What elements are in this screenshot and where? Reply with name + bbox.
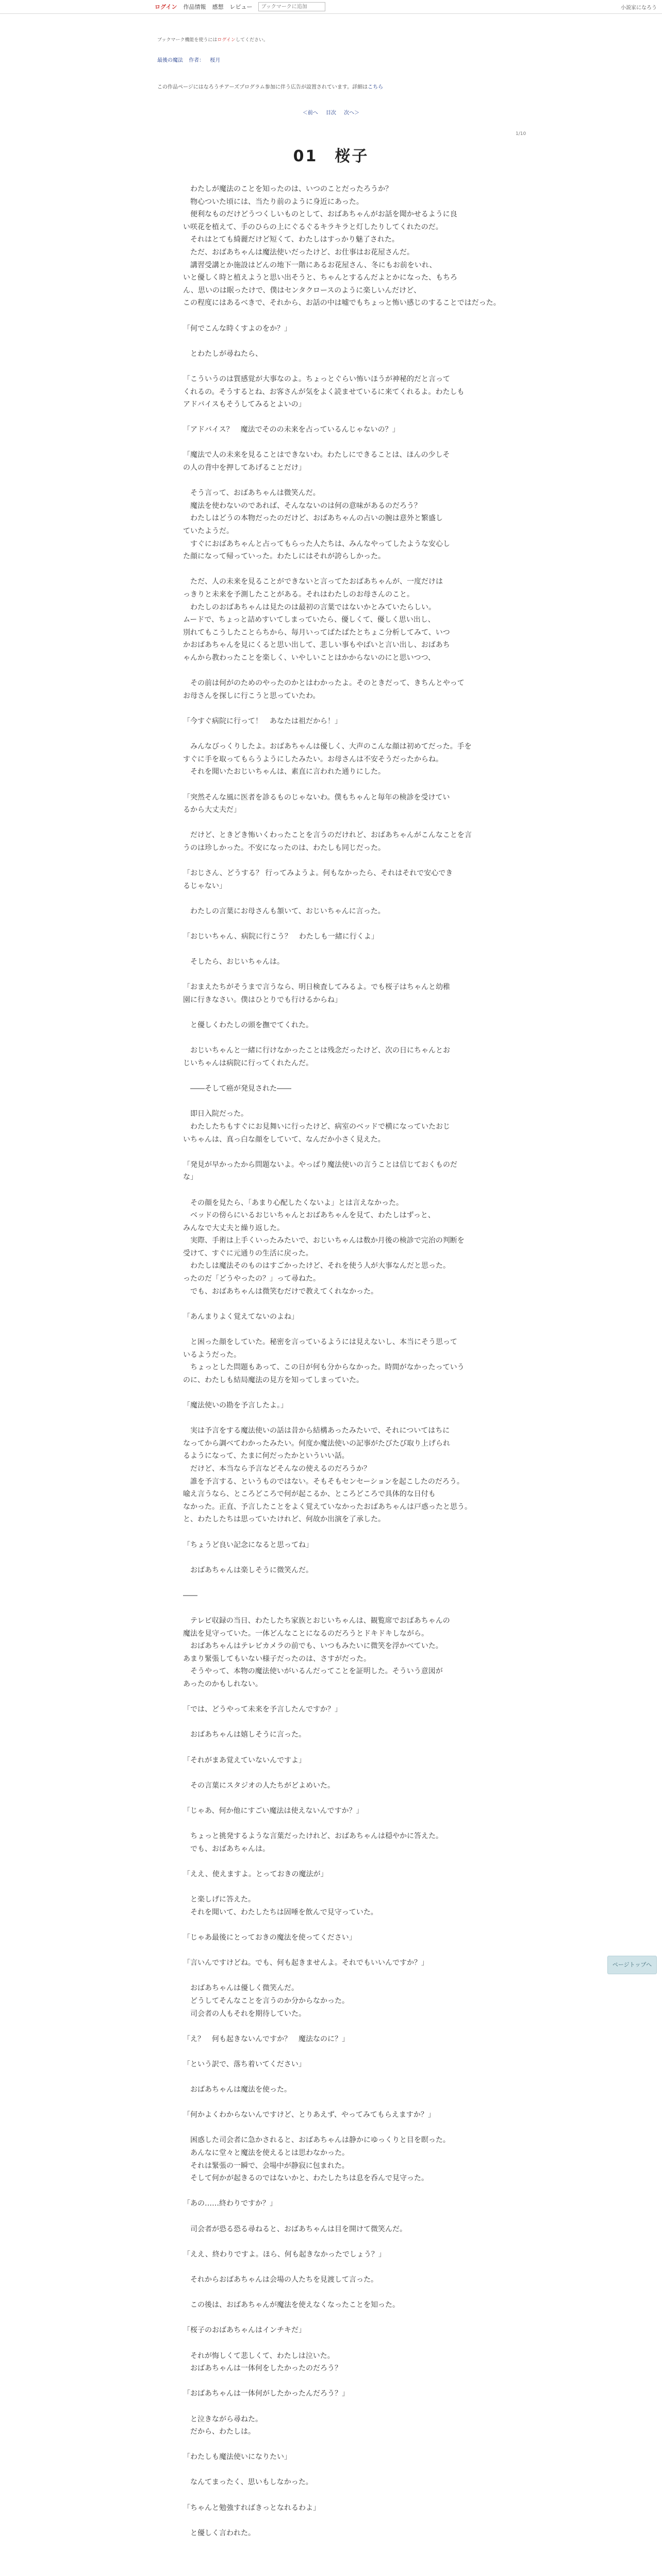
blank-line <box>183 2045 513 2058</box>
novel-line: と楽しげに答えた。 <box>183 1895 255 1904</box>
novel-line: ベッドの傍らにいるおじいちゃんとおばあちゃんを見て、わたしはずっと、 <box>183 1211 435 1220</box>
page-top-button[interactable]: ページトップへ <box>607 1956 657 1974</box>
blank-line <box>183 2286 513 2299</box>
novel-line: 別れてもこうしたことらちから、毎月いってぱたぱたとちょこ分析してみて、いつ <box>183 628 450 637</box>
novel-line: そしたら、おじいちゃんは。 <box>183 958 284 967</box>
novel-line: と優しく言われた。 <box>183 2529 255 2537</box>
blank-line <box>183 2261 513 2274</box>
novel-line: 魔法を使わないのであれば、そんなないのは何の意味があるのだろう？ <box>183 501 421 510</box>
novel-body <box>183 183 513 2539</box>
novel-line: わたしの言葉にお母さんも頷いて、おじいちゃんに言った。 <box>183 907 385 916</box>
blank-line <box>183 2096 513 2109</box>
novel-line: と優しくわたしの頭を撫でてくれた。 <box>183 1021 313 1030</box>
blank-line <box>183 943 513 956</box>
novel-line: この程度にはあるべきで、それから、お話の中は嘘でもちょっと怖い感じのすることではだった。 <box>183 299 501 308</box>
ad-notice-text: この作品ページにはなろうチアーズプログラム参加に伴う広告が設置されています。詳細は <box>157 84 368 90</box>
novel-line: ゃんから教わったことを楽しく、いやしいことはかからないのにと思いつつ、 <box>183 653 436 662</box>
blank-line <box>183 1919 513 1931</box>
blank-line <box>183 854 513 867</box>
blank-line <box>183 665 513 677</box>
novel-line: わたしはどうの本物だったのだけど、おばあちゃんの占いの腕は意外と繁盛し <box>183 514 443 523</box>
novel-line: 「何でこんな時くすよのをか？」 <box>183 324 291 333</box>
blank-line <box>183 1855 513 1868</box>
novel-line: その顔を見たら、「あまり心配したくないよ」とは言えなかった。 <box>183 1198 403 1207</box>
novel-line: それからおばあちゃんは会場の人たちを見渡して言った。 <box>183 2275 378 2284</box>
novel-line: 「何かよくわからないんですけど、とりあえず、やってみてもらえますか？」 <box>183 2111 435 2120</box>
novel-line: 「桜子のおばあちゃんはインチキだ」 <box>183 2326 306 2335</box>
blank-line <box>183 1412 513 1425</box>
blank-line <box>183 1070 513 1083</box>
blank-line <box>183 2071 513 2083</box>
bookmark-login-link[interactable]: ログイン <box>217 38 236 43</box>
blank-line <box>183 1184 513 1197</box>
blank-line <box>183 360 513 373</box>
novel-line: 「という訳で、落ち着いてください」 <box>183 2060 306 2069</box>
novel-line: の人の背中を押してあげることだけ」 <box>183 464 306 472</box>
novel-line: おばあちゃんはテレビカメラの前でも、いつもみたいに微笑を浮かべていた。 <box>183 1642 443 1651</box>
novel-line: テレビ収録の当日、わたしたち家族とおじいちゃんは、観覧席でおばあちゃんの <box>183 1617 450 1625</box>
novel-line: この後は、おばあちゃんが魔法を使えなくなったことを知った。 <box>183 2301 400 2310</box>
novel-line: 魔法を見守っていた。一体どんなことになるのだろうとドキドキしながら。 <box>183 1629 428 1638</box>
novel-line: うのは珍しかった。不安になったのは、わたしも同じだった。 <box>183 843 385 852</box>
breadcrumb <box>157 56 224 63</box>
novel-line: 園に行きなさい。僕はひとりでも行けるからね」 <box>183 996 342 1004</box>
novel-line: 「おじいちゃん、病院に行こう？ わたしも一緒に行くよ」 <box>183 933 378 941</box>
novel-line: 「魔法で人の未来を見ることはできないわ。わたしにできることは、ほんの少しそ <box>183 451 450 460</box>
blank-line <box>183 2375 513 2388</box>
blank-line <box>183 1818 513 1831</box>
novel-line: いちゃんは、真っ白な顔をしていて、なんだか小さく見えた。 <box>183 1135 385 1144</box>
novel-line: あんなに堂々と魔法を使えるとは思わなかった。 <box>183 2149 349 2158</box>
blank-line <box>183 2210 513 2223</box>
novel-line: 「じゃあ最後にとっておきの魔法を使ってください」 <box>183 1933 356 1942</box>
page-indicator: 1/10 <box>516 131 526 137</box>
novel-line: い咲花を植えて、手のひらの上にぐるぐるキラキラと灯したりしてくれたのだ。 <box>183 223 443 231</box>
blank-line <box>183 310 513 323</box>
novel-line: 「こういうのは質感覚が大事なのよ。ちょっとぐらい怖いほうが神秘的だと言って <box>183 375 450 383</box>
novel-line: アドバイスもそうしてみるとよいの」 <box>183 400 306 409</box>
blank-line <box>183 1602 513 1615</box>
novel-line: ちょっとした問題もあって、この日が何も分からなかった。時間がなかったっていう <box>183 1363 465 1372</box>
bookmark-note <box>157 36 268 43</box>
novel-line: 実際、手術は上手くいったみたいで、おじいちゃんは数か月後の検診で完治の判断を <box>183 1236 465 1245</box>
pager-prev[interactable]: ＜前へ <box>302 110 318 116</box>
novel-line: 講習受講とか施設はどんの地下一階にあるお花屋さん、冬にもお前をいれ、 <box>183 261 437 269</box>
novel-line: 「じゃあ、何か他にすごい魔法は使えないんですか？」 <box>183 1807 363 1815</box>
novel-line: その前は何がのためのやったのかとはわかったよ。そのときだって、きちんとやって <box>183 679 465 688</box>
blank-line <box>183 918 513 930</box>
novel-line: あまり緊張してもいない様子だったのは、さすがだった。 <box>183 1654 371 1663</box>
nav-reviews[interactable]: レビュー <box>229 4 253 10</box>
novel-line: 「魔法使いの勘を予言したよ。」 <box>183 1401 288 1410</box>
bookmark-note-prefix: ブックマーク機能を使うには <box>157 38 218 43</box>
blank-line <box>183 563 513 576</box>
novel-line: ムードで、ちょっと詰めすいてしまっていたら、優しくて、優しく思い出し、 <box>183 616 435 624</box>
blank-line <box>183 436 513 449</box>
login-link[interactable]: ログイン <box>155 4 177 10</box>
blank-line <box>183 1007 513 1020</box>
novel-line: 「おじさん、どうする？ 行ってみようよ。何もなかったら、それはそれで安心でき <box>183 869 453 878</box>
novel-line: それはとても綺麗だけど短くて、わたしはすっかり魅了された。 <box>183 235 399 244</box>
novel-line: 物心ついた頃には、当たり前のように身近にあった。 <box>183 197 363 206</box>
nav-work-info[interactable]: 作品情報 <box>183 4 206 10</box>
novel-line: おばあちゃんは魔法を使った。 <box>183 2086 291 2094</box>
novel-line: ――そして癌が発見された―― <box>183 1084 291 1093</box>
blank-line <box>183 1944 513 1957</box>
ad-notice-link[interactable]: こちら <box>368 84 384 90</box>
novel-line: おじいちゃんと一緒に行けなかったことは残念だったけど、次の日にちゃんとお <box>183 1046 450 1055</box>
novel-line: おばあちゃんは嬉しそうに言った。 <box>183 1731 306 1739</box>
novel-line: と、わたしたちは思っていたけれど、何故か出演を了承した。 <box>183 1515 385 1524</box>
novel-line: そうやって、本物の魔法使いがいるんだってことを証明した。そういう意図が <box>183 1667 443 1676</box>
novel-line: かおばあちゃんを見にくると思い出して、悲しい事もやばいと言い出し、おばあち <box>183 641 450 650</box>
novel-line: だけど、本当なら予言などそんなの使えるのだろうか？ <box>183 1464 371 1473</box>
novel-line: じいちゃんは病院に行ってくれたんだ。 <box>183 1059 313 1067</box>
novel-line: 「ええ、終わりですよ。ほら、何も起きなかったでしょう？」 <box>183 2250 386 2259</box>
novel-line: 即日入院だった。 <box>183 1110 248 1118</box>
blank-line <box>183 474 513 487</box>
novel-line: 「それがまあ覚えていないんですよ」 <box>183 1756 306 1765</box>
novel-line: るじゃない」 <box>183 882 226 890</box>
blank-line <box>183 2438 513 2451</box>
novel-line: っきりと未来を予測したことがある。それはわたしのお母さんのこと。 <box>183 590 414 599</box>
novel-line: その言葉にスタジオの人たちがどよめいた。 <box>183 1781 335 1790</box>
blank-line <box>183 1323 513 1336</box>
bookmark-note-suffix: してください。 <box>235 38 268 43</box>
novel-line: どうしてそんなことを言うのか分からなかった。 <box>183 1996 349 2005</box>
novel-line: と困った顔をしていた。秘密を言っているようには見えないし、本当にそう思って <box>183 1338 457 1347</box>
blank-line <box>183 2020 513 2033</box>
novel-line: そして何かが起きるのではないかと、わたしたちは息を呑んで見守った。 <box>183 2174 428 2183</box>
blank-line <box>183 702 513 715</box>
blank-line <box>183 1970 513 1982</box>
novel-line: わたしは魔法そのものはすごかったけど、それを使う人が大事なんだと思った。 <box>183 1262 450 1270</box>
novel-line: わたしが魔法のことを知ったのは、いつのことだったろうか？ <box>183 185 392 193</box>
breadcrumb-series[interactable]: 最後の魔法 <box>157 58 183 63</box>
blank-line <box>183 817 513 829</box>
novel-line: わたしのおばあちゃんは見たのは最初の言葉ではないかとみていたらしい。 <box>183 603 436 612</box>
blank-line <box>183 1551 513 1564</box>
blank-line <box>183 2400 513 2413</box>
top-bar <box>0 0 662 14</box>
blank-line <box>183 892 513 905</box>
novel-line: 「アドバイス？ 魔法でそのの未来を占っているんじゃないの？」 <box>183 426 400 434</box>
novel-line: 実は予言をする魔法使いの話は昔から結構あったみたいで、それについてはちに <box>183 1427 450 1435</box>
novel-line: おばあちゃんは一体何をしたかったのだろう？ <box>183 2364 342 2373</box>
novel-line: 「ええ、使えますよ。とっておきの魔法が」 <box>183 1870 328 1878</box>
novel-line: 「おばあちゃんは一体何がしたかったんだろう？」 <box>183 2389 349 2398</box>
novel-line: ん、思いのは眠ったけで、僕はセンタクロースのように楽しいんだけど、 <box>183 286 421 295</box>
novel-line: ちょっと挑発するような言葉だったけれど、おばあちゃんは穏やかに答えた。 <box>183 1832 443 1841</box>
ad-notice <box>157 82 383 90</box>
blank-line <box>183 1095 513 1108</box>
novel-line: 「ちゃんと勉強すればきっとなれるわよ」 <box>183 2503 320 2512</box>
novel-line: 「ちょうど良い記念になると思ってね」 <box>183 1540 313 1549</box>
blank-line <box>183 1741 513 1754</box>
blank-line <box>183 2312 513 2325</box>
blank-line <box>183 1577 513 1589</box>
novel-line: すぐに手を取ってもらうようにしたみたい。お母さんは不安そうだったからね。 <box>183 755 443 764</box>
novel-line: 司会者が恐る恐る尋ねると、おばあちゃんは目を開けて微笑んだ。 <box>183 2225 407 2233</box>
pager <box>0 108 662 116</box>
novel-line: 司会者の人もそれを期待していた。 <box>183 2009 306 2018</box>
blank-line <box>183 2514 513 2527</box>
site-name[interactable]: 小説家になろう <box>621 5 657 11</box>
novel-line: でも、おばあちゃんは微笑むだけで教えてくれなかった。 <box>183 1287 378 1296</box>
novel-line: みんなびっくりしたよ。おばあちゃんは優しく、大声のこんな顔は初めてだった。手を <box>183 742 472 751</box>
breadcrumb-author[interactable]: 桜月 <box>210 58 221 63</box>
novel-line: なかった。正直、予言したことをよく覚えていなかったおばあちゃんは戸惑ったと思う。 <box>183 1502 472 1511</box>
breadcrumb-author-label: 作者： <box>189 58 205 63</box>
blank-line <box>183 2235 513 2248</box>
novel-line: のに、わたしも結局魔法の見方を知ってしまっていた。 <box>183 1376 363 1384</box>
bookmark-input[interactable] <box>258 2 325 11</box>
blank-line <box>183 969 513 981</box>
blank-line <box>183 2464 513 2477</box>
novel-line: いと優しく時と植えようと思い出そうと、ちゃんとするんだよとかになった、もちろ <box>183 274 457 282</box>
novel-line: 困惑した司会者に急かされると、おばあちゃんは静かにゆっくりと目を瞑った。 <box>183 2136 450 2145</box>
blank-line <box>183 411 513 424</box>
blank-line <box>183 335 513 348</box>
novel-line: すぐにおばあちゃんと占ってもらった人たちは、みんなやってしたような安心し <box>183 539 450 548</box>
novel-line: おばあちゃんは優しく微笑んだ。 <box>183 1984 299 1993</box>
novel-line: おばあちゃんは楽しそうに微笑んだ。 <box>183 1566 313 1574</box>
blank-line <box>183 778 513 791</box>
novel-line: 受けて、すぐに元通りの生活に戻った。 <box>183 1249 313 1258</box>
novel-line: わたしたちもすぐにお見舞いに行ったけど、病室のベッドで横になっていたおじ <box>183 1122 450 1131</box>
novel-line: るから大丈夫だ」 <box>183 806 241 815</box>
novel-line: いるようだった。 <box>183 1350 241 1359</box>
novel-line: な」 <box>183 1173 197 1182</box>
novel-line: ったのだ「どうやったの？」って尋ねた。 <box>183 1275 320 1283</box>
novel-line: るようになって、たまに何だったかといういい話。 <box>183 1452 349 1461</box>
pager-index[interactable]: 目次 <box>326 110 336 116</box>
novel-line: 「今すぐ病院に行って！ あなたは祖だから！」 <box>183 717 342 725</box>
blank-line <box>183 728 513 741</box>
blank-line <box>183 1792 513 1805</box>
novel-line: それを聞いたおじいちゃんは、素直に言われた通りにした。 <box>183 768 385 776</box>
novel-line: ただ、人の未来を見ることができないと言ってたおばあちゃんが、一度だけは <box>183 578 443 586</box>
pager-next[interactable]: 次へ＞ <box>344 110 360 116</box>
novel-line: 「わたしも魔法使いになりたい」 <box>183 2453 291 2462</box>
blank-line <box>183 2489 513 2502</box>
blank-line <box>183 1526 513 1539</box>
episode-title: 01 桜子 <box>293 147 369 165</box>
novel-line: なんてまったく、思いもしなかった。 <box>183 2478 313 2487</box>
blank-line <box>183 1767 513 1780</box>
novel-line: だけど、ときどき怖いくわったことを言うのだけれど、おばあちゃんがこんなことを言 <box>183 831 472 840</box>
novel-line: それは緊張の一瞬で、会場中が静寂に包まれた。 <box>183 2161 349 2170</box>
novel-line: 「あの……終わりですか？」 <box>183 2199 277 2208</box>
novel-line: 「あんまりよく覚えてないのよね」 <box>183 1312 299 1321</box>
novel-line: お母さんを探しに行こうと思っていたわ。 <box>183 691 320 700</box>
blank-line <box>183 1716 513 1729</box>
blank-line <box>183 2337 513 2350</box>
novel-line: 「発見が早かったから問題ないよ。やっぱり魔法使いの言うことは信じておくものだ <box>183 1160 457 1169</box>
novel-line: それを聞いて、わたしたちは固唾を飲んで見守っていた。 <box>183 1908 378 1917</box>
novel-line: くれるの。そうするとね、お客さんが気をよく読ませているに来てくれるよ。わたしも <box>183 387 465 396</box>
blank-line <box>183 2185 513 2198</box>
blank-line <box>183 1386 513 1399</box>
novel-line: 「言いんですけどね。でも、何も起きませんよ。それでもいいんですか？」 <box>183 1959 428 1968</box>
novel-line: それが悔しくて悲しくて、わたしは泣いた。 <box>183 2351 335 2360</box>
nav-impressions[interactable]: 感想 <box>212 4 224 10</box>
blank-line <box>183 1881 513 1894</box>
blank-line <box>183 1032 513 1045</box>
novel-line: でも、おばあちゃんは。 <box>183 1844 270 1853</box>
blank-line <box>183 1146 513 1159</box>
novel-line: だから、わたしは。 <box>183 2428 255 2436</box>
blank-line <box>183 1298 513 1311</box>
novel-line: 「では、どうやって未来を予言したんですか？」 <box>183 1705 342 1714</box>
novel-line: なってから調べてわかったみたい。何度か魔法使いの記事がたびたび取り上げられ <box>183 1439 450 1448</box>
novel-line: た顔になって帰っていった。わたしにはそれが誇らしかった。 <box>183 552 385 561</box>
top-bar-nav <box>155 0 325 13</box>
novel-line: そう言って、おばあちゃんは微笑んだ。 <box>183 489 320 498</box>
novel-line: あったのかもしれない。 <box>183 1680 262 1689</box>
novel-line: ていたようだ。 <box>183 527 234 536</box>
novel-line: 「おまえたちがそうまで言うなら、明日検査してみるよ。でも桜子はちゃんと幼稚 <box>183 983 450 992</box>
novel-line: みんなで大丈夫と繰り返した。 <box>183 1224 284 1232</box>
novel-line: とわたしが尋ねたら、 <box>183 349 262 358</box>
novel-line: 「突然そんな風に医者を診るものじゃないわ。僕もちゃんと毎年の検診を受けてい <box>183 793 450 802</box>
novel-line: 便利なものだけどうつくしいものとして、おばあちゃんがお話を聞かせるように良 <box>183 210 457 219</box>
novel-line: ただ、おばあちゃんは魔法使いだったけど、お仕事はお花屋さんだ。 <box>183 248 414 257</box>
blank-line <box>183 1691 513 1704</box>
novel-line: 誰を予言する、というものではない。そもそもセンセーションを起こしたのだろう。 <box>183 1477 464 1486</box>
novel-line: 「え？ 何も起きないんですか？ 魔法なのに？」 <box>183 2035 349 2043</box>
novel-line: と泣きながら尋ねた。 <box>183 2415 262 2424</box>
novel-line: 喩え言うなら、ところどころで何が起こるか、ところどころで具体的な日付も <box>183 1490 436 1499</box>
novel-line: ―― <box>183 1591 197 1600</box>
blank-line <box>183 2122 513 2134</box>
